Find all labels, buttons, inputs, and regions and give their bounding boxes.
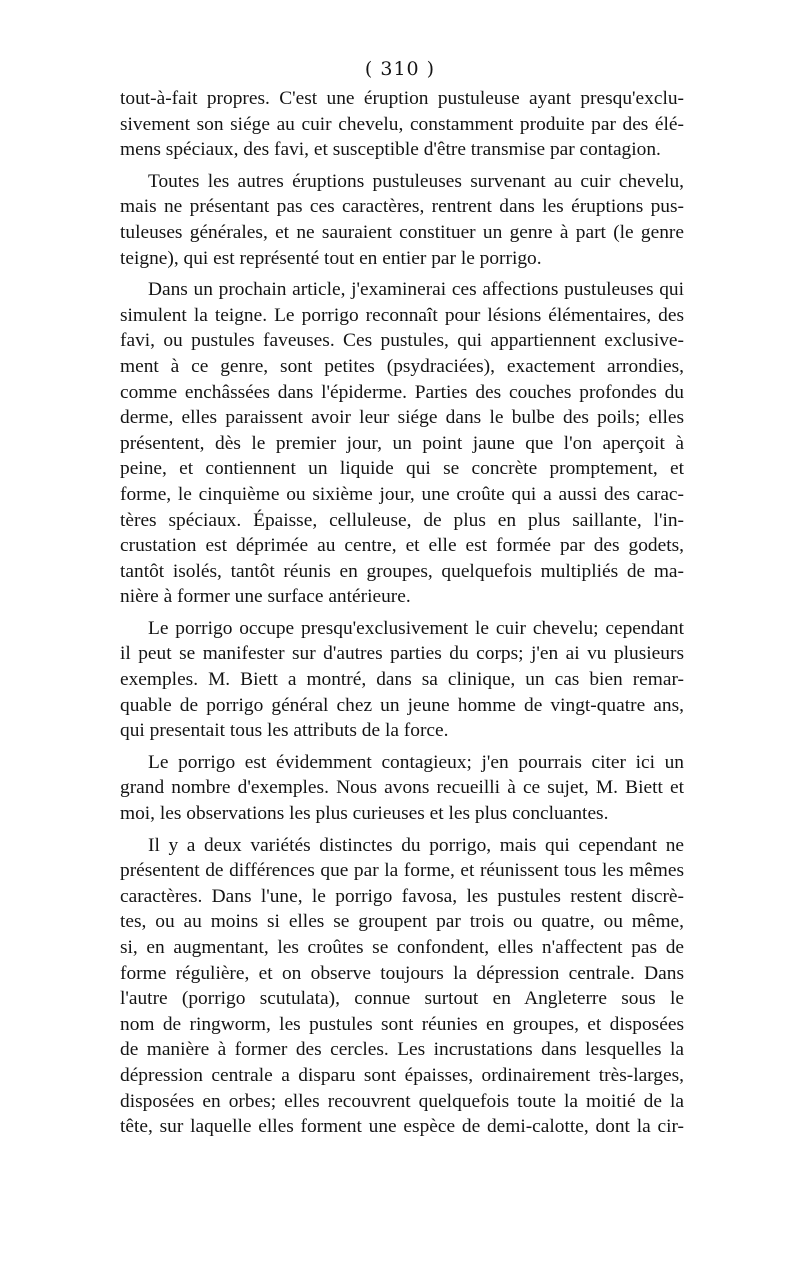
text-line: tête, sur laquelle elles forment une espèce de demi-calotte, dont la cir- xyxy=(120,1116,684,1138)
text-line: nière à former une surface antérieure. xyxy=(120,586,411,608)
text-line: l'autre (porrigo scutulata), connue surtout en Angleterre sous le xyxy=(120,988,684,1010)
text-line: tantôt isolés, tantôt réunis en groupes, quelquefois multipliés de ma- xyxy=(120,560,684,582)
paragraph xyxy=(120,750,684,827)
text-line: présentent, dès le premier jour, un point jaune que l'on aperçoit à xyxy=(120,432,684,454)
text-line: il peut se manifester sur d'autres parties du corps; j'en ai vu plusieurs xyxy=(120,643,684,665)
text-line: Dans un prochain article, j'examinerai ces affections pustuleuses qui xyxy=(148,279,684,301)
text-line: disposées en orbes; elles recouvrent quelquefois toute la moitié de la xyxy=(120,1090,684,1112)
page-number: ( 310 ) xyxy=(364,58,436,80)
text-line: qui presentait tous les attributs de la force. xyxy=(120,720,449,742)
text-line: favi, ou pustules faveuses. Ces pustules, qui appartiennent exclusive- xyxy=(120,330,684,352)
paragraph xyxy=(120,833,684,1140)
text-line: quable de porrigo général chez un jeune homme de vingt-quatre ans, xyxy=(120,694,684,716)
text-line: teigne), qui est représenté tout en entier par le porrigo. xyxy=(120,247,542,269)
text-line: crustation est déprimée au centre, et elle est formée par des godets, xyxy=(120,535,684,557)
text-line: si, en augmentant, les croûtes se confondent, elles n'affectent pas de xyxy=(120,937,684,958)
text-line: tout-à-fait propres. C'est une éruption pustuleuse ayant presqu'exclu- xyxy=(120,88,684,109)
text-line: Le porrigo occupe presqu'exclusivement le cuir chevelu; cependant xyxy=(148,617,684,639)
paragraph xyxy=(120,169,684,271)
paragraph xyxy=(120,86,684,163)
text-line: sivement son siége au cuir chevelu, constamment produite par des élé- xyxy=(120,113,684,135)
text-line: forme, le cinquième ou sixième jour, une croûte qui a aussi des carac- xyxy=(120,483,684,505)
text-line: mais ne présentant pas ces caractères, rentrent dans les éruptions pus- xyxy=(120,196,684,218)
text-line: grand nombre d'exemples. Nous avons recueilli à ce sujet, M. Biett et xyxy=(120,777,684,799)
text-line: moi, les observations les plus curieuses et les plus concluantes. xyxy=(120,803,609,825)
text-line: de manière à former des cercles. Les incrustations dans lesquelles la xyxy=(120,1039,684,1061)
text-line: Le porrigo est évidemment contagieux; j'en pourrais citer ici un xyxy=(148,751,684,773)
paragraph xyxy=(120,277,684,610)
text-line: tuleuses générales, et ne sauraient constituer un genre à part (le genre xyxy=(120,221,684,243)
text-line: nom de ringworm, les pustules sont réunies en groupes, et disposées xyxy=(120,1013,684,1035)
text-line: forme régulière, et on observe toujours la dépression centrale. Dans xyxy=(120,962,684,984)
text-line: mens spéciaux, des favi, et susceptible d'être transmise par contagion. xyxy=(120,139,661,161)
text-line: tères spéciaux. Épaisse, celluleuse, de plus en plus saillante, l'in- xyxy=(120,509,684,531)
text-line: caractères. Dans l'une, le porrigo favosa, les pustules restent discrè- xyxy=(120,885,684,907)
text-line: Toutes les autres éruptions pustuleuses survenant au cuir chevelu, xyxy=(148,170,684,192)
text-line: présentent de différences que par la forme, et réunissent tous les mêmes xyxy=(120,860,684,882)
text-line: Il y a deux variétés distinctes du porrigo, mais qui cependant ne xyxy=(148,834,684,856)
text-line: derme, elles paraissent avoir leur siége dans le bulbe des poils; elles xyxy=(120,407,684,429)
text-line: peine, et contiennent un liquide qui se concrète promptement, et xyxy=(120,458,684,480)
text-line: dépression centrale a disparu sont épaisses, ordinairement très-larges, xyxy=(120,1064,684,1086)
text-line: simulent la teigne. Le porrigo reconnaît pour lésions élémentaires, des xyxy=(120,304,684,326)
text-line: comme enchâssées dans l'épiderme. Parties des couches profondes du xyxy=(120,381,684,403)
text-line: exemples. M. Biett a montré, dans sa clinique, un cas bien remar- xyxy=(120,669,684,691)
text-line: tes, ou au moins si elles se groupent par trois ou quatre, ou même, xyxy=(120,911,684,933)
body-text xyxy=(120,86,684,1146)
text-line: ment à ce genre, sont petites (psydraciées), exactement arrondies, xyxy=(120,355,684,377)
paragraph xyxy=(120,616,684,744)
